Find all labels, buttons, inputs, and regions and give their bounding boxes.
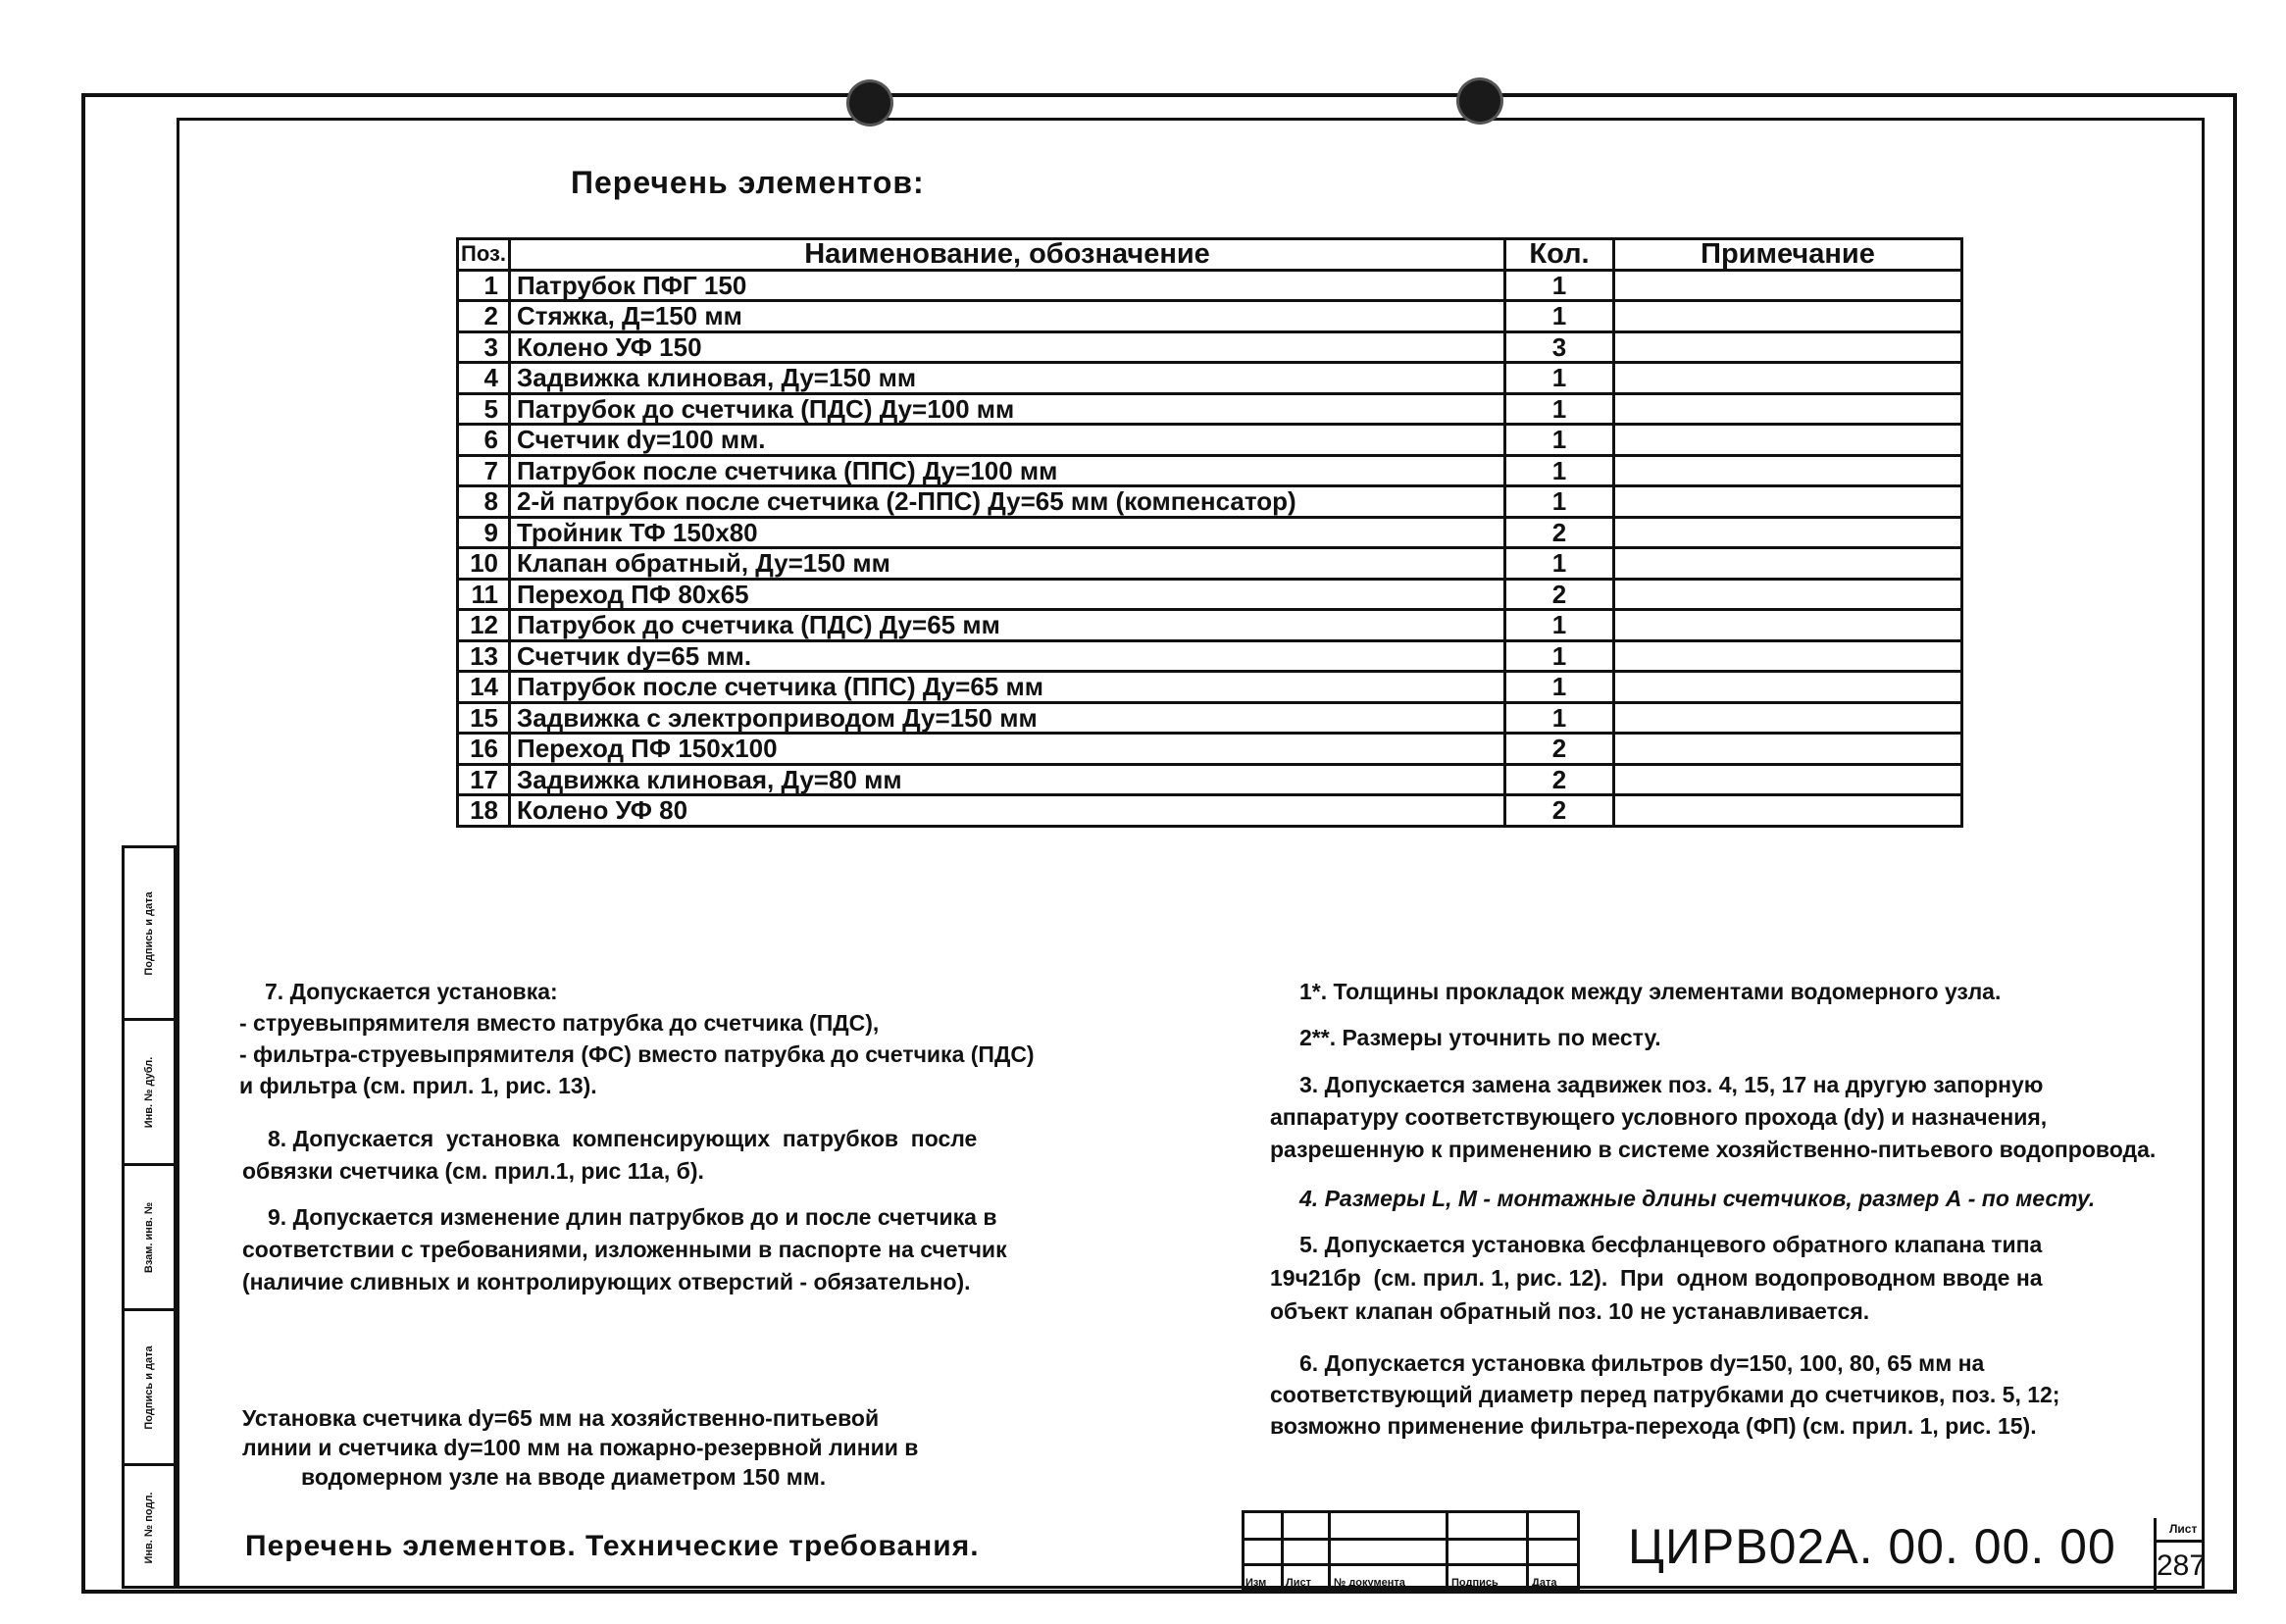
cell-note xyxy=(1614,270,1962,301)
cell-pos: 6 xyxy=(458,425,510,456)
note-3-line2: аппаратуру соответствующего условного прохода (dy) и назначения, xyxy=(1270,1104,2048,1130)
title-block-grid xyxy=(1242,1510,1580,1593)
cell-pos: 16 xyxy=(458,734,510,765)
sheet-number: 287 xyxy=(2157,1549,2207,1582)
note-7-line1: 7. Допускается установка: xyxy=(265,979,558,1004)
side-label: Подпись и дата xyxy=(143,890,155,976)
table-row xyxy=(458,610,1962,641)
cell-qty: 2 xyxy=(1505,764,1614,795)
table-row xyxy=(458,548,1962,580)
table-row xyxy=(458,486,1962,518)
cell-name: Задвижка клиновая, Ду=150 мм xyxy=(510,363,1505,394)
cell-name: 2-й патрубок после счетчика (2-ППС) Ду=65 мм (компенсатор) xyxy=(510,486,1505,518)
stamp-izm: Изм xyxy=(1245,1577,1267,1589)
cell-note xyxy=(1614,363,1962,394)
cell-note xyxy=(1614,486,1962,518)
cell-name: Патрубок до счетчика (ПДС) Ду=65 мм xyxy=(510,610,1505,641)
cell-name: Патрубок после счетчика (ППС) Ду=65 мм xyxy=(510,672,1505,703)
table-row xyxy=(458,363,1962,394)
cell-note xyxy=(1614,331,1962,363)
cell-qty: 1 xyxy=(1505,425,1614,456)
cell-qty: 1 xyxy=(1505,270,1614,301)
note-7-line3: - фильтра-струевыпрямителя (ФС) вместо патрубка до счетчика (ПДС) xyxy=(239,1041,1035,1067)
cell-name: Переход ПФ 80х65 xyxy=(510,579,1505,610)
cell-pos: 14 xyxy=(458,672,510,703)
cell-pos: 15 xyxy=(458,702,510,734)
cell-qty: 1 xyxy=(1505,363,1614,394)
table-row xyxy=(458,702,1962,734)
cell-name: Счетчик dy=65 мм. xyxy=(510,640,1505,672)
table-row xyxy=(458,425,1962,456)
cell-note xyxy=(1614,393,1962,425)
cell-note xyxy=(1614,301,1962,332)
note-1: 1*. Толщины прокладок между элементами водомерного узла. xyxy=(1299,979,2002,1004)
cell-name: Клапан обратный, Ду=150 мм xyxy=(510,548,1505,580)
note-7-line2: - струевыпрямителя вместо патрубка до счетчика (ПДС), xyxy=(239,1010,880,1036)
stamp-sign: Подпись xyxy=(1451,1577,1499,1589)
cell-pos: 18 xyxy=(458,795,510,827)
side-cell-vzam xyxy=(125,1166,174,1311)
cell-note xyxy=(1614,517,1962,548)
cell-note xyxy=(1614,640,1962,672)
cell-pos: 9 xyxy=(458,517,510,548)
cell-name: Колено УФ 80 xyxy=(510,795,1505,827)
stamp-doc: № документа xyxy=(1334,1577,1405,1589)
cell-note xyxy=(1614,764,1962,795)
cell-pos: 10 xyxy=(458,548,510,580)
cell-pos: 5 xyxy=(458,393,510,425)
cell-pos: 7 xyxy=(458,455,510,486)
header-name: Наименование, обозначение xyxy=(510,239,1505,271)
cell-pos: 12 xyxy=(458,610,510,641)
cell-name: Патрубок до счетчика (ПДС) Ду=100 мм xyxy=(510,393,1505,425)
table-row xyxy=(458,301,1962,332)
table-header-row xyxy=(458,239,1962,271)
side-stamp xyxy=(122,845,177,1589)
cell-pos: 2 xyxy=(458,301,510,332)
note-8-line2: обвязки счетчика (см. прил.1, рис 11а, б). xyxy=(242,1158,704,1184)
note-3-line3: разрешенную к применению в системе хозяйственно-питьевого водопровода. xyxy=(1270,1137,2157,1162)
side-cell-sign-date-1 xyxy=(125,848,174,1021)
cell-note xyxy=(1614,425,1962,456)
page-title: Перечень элементов: xyxy=(571,165,925,200)
cell-name: Патрубок ПФГ 150 xyxy=(510,270,1505,301)
cell-qty: 1 xyxy=(1505,455,1614,486)
elements-table xyxy=(456,237,1963,828)
side-cell-inv-dubl xyxy=(125,1021,174,1166)
binder-hole-left xyxy=(849,82,890,124)
side-label: Инв. № дубл. xyxy=(143,1056,155,1128)
cell-pos: 1 xyxy=(458,270,510,301)
table-row xyxy=(458,331,1962,363)
table-row xyxy=(458,764,1962,795)
note-5-line2: 19ч21бр (см. прил. 1, рис. 12). При одном водопроводном вводе на xyxy=(1270,1265,2043,1291)
cell-pos: 13 xyxy=(458,640,510,672)
table-row xyxy=(458,393,1962,425)
cell-qty: 3 xyxy=(1505,331,1614,363)
table-row xyxy=(458,579,1962,610)
table-row xyxy=(458,795,1962,827)
table-row xyxy=(458,517,1962,548)
cell-name: Счетчик dy=100 мм. xyxy=(510,425,1505,456)
note-5-line1: 5. Допускается установка бесфланцевого обратного клапана типа xyxy=(1299,1232,2043,1257)
cell-qty: 1 xyxy=(1505,702,1614,734)
document-code: ЦИРВ02А. 00. 00. 00 xyxy=(1628,1519,2116,1574)
table-row xyxy=(458,640,1962,672)
cell-note xyxy=(1614,672,1962,703)
table-row xyxy=(458,455,1962,486)
side-label: Подпись и дата xyxy=(143,1345,155,1430)
cell-qty: 2 xyxy=(1505,734,1614,765)
cell-name: Задвижка клиновая, Ду=80 мм xyxy=(510,764,1505,795)
note-9-line3: (наличие сливных и контролирующих отверстий - обязательно). xyxy=(242,1269,971,1294)
cell-note xyxy=(1614,610,1962,641)
cell-pos: 8 xyxy=(458,486,510,518)
cell-pos: 11 xyxy=(458,579,510,610)
table-row xyxy=(458,672,1962,703)
cell-note xyxy=(1614,734,1962,765)
header-pos: Поз. xyxy=(458,239,510,271)
cell-qty: 2 xyxy=(1505,579,1614,610)
stamp-date: Дата xyxy=(1532,1577,1557,1589)
cell-note xyxy=(1614,579,1962,610)
header-note: Примечание xyxy=(1614,239,1962,271)
note-4: 4. Размеры L, M - монтажные длины счетчиков, размер А - по месту. xyxy=(1299,1186,2096,1211)
stamp-list: Лист xyxy=(1286,1577,1311,1589)
cell-note xyxy=(1614,455,1962,486)
side-label: Инв. № подл. xyxy=(143,1492,155,1563)
installation-line1: Установка счетчика dy=65 мм на хозяйственно-питьевой xyxy=(242,1405,880,1431)
installation-line3: водомерном узле на вводе диаметром 150 мм. xyxy=(301,1464,827,1490)
table-body xyxy=(458,270,1962,826)
cell-name: Задвижка с электроприводом Ду=150 мм xyxy=(510,702,1505,734)
cell-qty: 1 xyxy=(1505,301,1614,332)
cell-name: Переход ПФ 150х100 xyxy=(510,734,1505,765)
note-9-line2: соответствии с требованиями, изложенными в паспорте на счетчик xyxy=(242,1237,1007,1262)
table-row xyxy=(458,270,1962,301)
cell-qty: 1 xyxy=(1505,486,1614,518)
note-6-line2: соответствующий диаметр перед патрубками до счетчиков, поз. 5, 12; xyxy=(1270,1382,2060,1407)
cell-name: Патрубок после счетчика (ППС) Ду=100 мм xyxy=(510,455,1505,486)
side-label: Взам. инв. № xyxy=(143,1201,155,1273)
binder-hole-right xyxy=(1459,80,1500,122)
note-2: 2**. Размеры уточнить по месту. xyxy=(1299,1025,1661,1050)
note-9-line1: 9. Допускается изменение длин патрубков до и после счетчика в xyxy=(268,1204,997,1230)
note-7-line4: и фильтра (см. прил. 1, рис. 13). xyxy=(239,1073,597,1098)
note-8-line1: 8. Допускается установка компенсирующих патрубков после xyxy=(268,1126,978,1151)
document-caption: Перечень элементов. Технические требования. xyxy=(245,1530,980,1562)
side-cell-inv-podl xyxy=(125,1466,174,1589)
cell-name: Стяжка, Д=150 мм xyxy=(510,301,1505,332)
installation-line2: линии и счетчика dy=100 мм на пожарно-резервной линии в xyxy=(242,1435,919,1460)
cell-qty: 1 xyxy=(1505,393,1614,425)
cell-pos: 3 xyxy=(458,331,510,363)
sheet-divider xyxy=(2154,1540,2205,1543)
note-5-line3: объект клапан обратный поз. 10 не устанавливается. xyxy=(1270,1298,1870,1324)
cell-pos: 17 xyxy=(458,764,510,795)
cell-qty: 1 xyxy=(1505,640,1614,672)
cell-note xyxy=(1614,795,1962,827)
cell-note xyxy=(1614,548,1962,580)
cell-note xyxy=(1614,702,1962,734)
cell-qty: 1 xyxy=(1505,548,1614,580)
header-qty: Кол. xyxy=(1505,239,1614,271)
table-row xyxy=(458,734,1962,765)
cell-qty: 1 xyxy=(1505,672,1614,703)
note-6-line3: возможно применение фильтра-перехода (ФП) (см. прил. 1, рис. 15). xyxy=(1270,1413,2037,1439)
cell-name: Тройник ТФ 150х80 xyxy=(510,517,1505,548)
cell-pos: 4 xyxy=(458,363,510,394)
side-cell-sign-date-2 xyxy=(125,1311,174,1466)
note-3-line1: 3. Допускается замена задвижек поз. 4, 15, 17 на другую запорную xyxy=(1299,1072,2044,1097)
cell-qty: 2 xyxy=(1505,795,1614,827)
sheet-label: Лист xyxy=(2169,1522,2198,1536)
note-6-line1: 6. Допускается установка фильтров dy=150, 100, 80, 65 мм на xyxy=(1299,1350,1985,1376)
cell-qty: 1 xyxy=(1505,610,1614,641)
cell-qty: 2 xyxy=(1505,517,1614,548)
cell-name: Колено УФ 150 xyxy=(510,331,1505,363)
